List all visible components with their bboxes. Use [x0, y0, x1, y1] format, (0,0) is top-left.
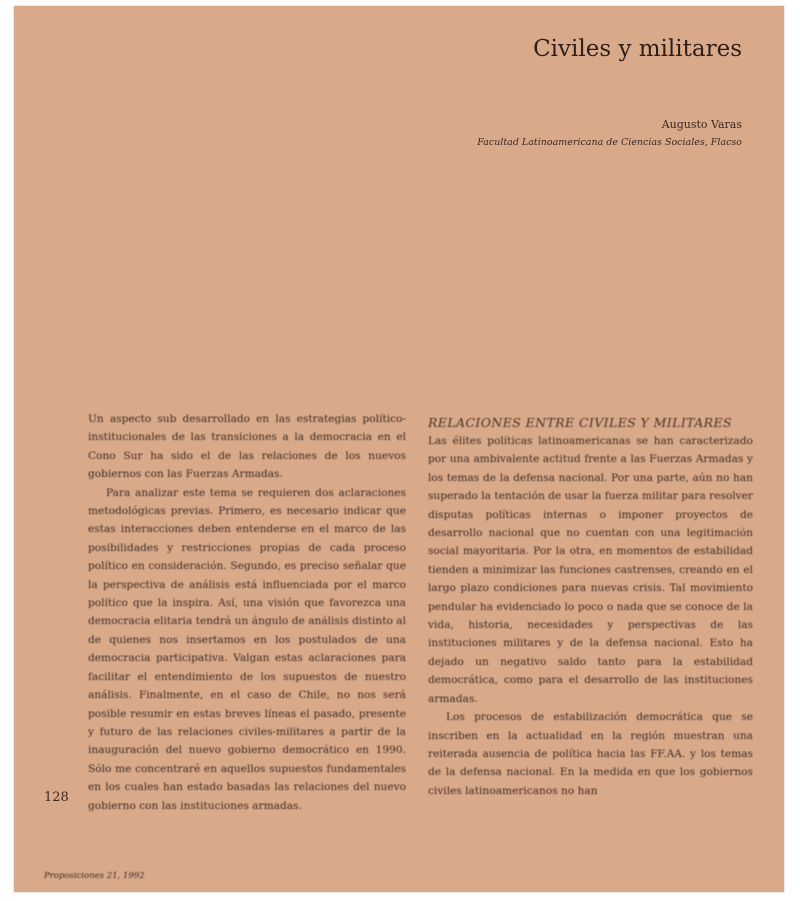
paragraph: Un aspecto sub desarrollado en las estrategias político-institucionales de las transiciones a la democracia en el Cono Sur ha sido el de las relaciones de los nuevos gobiernos con las Fuerzas Armadas.: [88, 413, 406, 481]
document-page: [14, 6, 784, 892]
paragraph: Las élites políticas latinoamericanas se han caracterizado por una ambivalente actitud frente a las Fuerzas Armadas y los temas de la defensa nacional. Por una parte, aún no han superado la tentación de usar la fuerza militar para resolver disputas políticas internas o imponer proyectos de desarrollo nacional que no cuentan con una legitimación social mayoritaria. Por la otra, en momentos de estabilidad tienden a minimizar las funciones castrenses, creando en el largo plazo condiciones para nuevas crisis. Tal movimiento pendular ha evidenciado lo poco o nada que se conoce de la vida, historia, necesidades y perspectivas de las instituciones militares y de la defensa nacional. Esto ha dejado un negativo saldo tanto para la estabilidad democrática, como para el desarrollo de las instituciones armadas.: [428, 435, 753, 705]
page-number: 128: [44, 790, 69, 805]
author-name: Augusto Varas: [661, 118, 742, 131]
left-column: [88, 410, 406, 815]
paragraph: Para analizar este tema se requieren dos aclaraciones metodológicas previas. Primero, es necesario indicar que estas interacciones deben entenderse en el marco de las posibilidades y restricciones propias de cada proceso político en consideración. Segundo, es preciso señalar que la perspectiva de análisis está influenciada por el marco político que la inspira. Así, una visión que favorezca una democracia elitaria tendrá un ángulo de análisis distinto al de quienes nos insertamos en los postulados de una democracia participativa. Valgan estas aclaraciones para facilitar el entendimiento de los supuestos de nuestro análisis. Finalmente, en el caso de Chile, no nos será posible resumir en estas breves líneas el pasado, presente y futuro de las relaciones civiles-militares a partir de la inauguración del nuevo gobierno democrático en 1990. Sólo me concentraré en aquellos supuestos fundamentales en los cuales han estado basadas las relaciones del nuevo gobierno con las instituciones armadas.: [88, 486, 406, 812]
right-column: [428, 413, 753, 800]
paragraph: Los procesos de estabilización democrática que se inscriben en la actualidad en la región muestran una reiterada ausencia de política hacia las FF.AA. y los temas de la defensa nacional. En la medida en que los gobiernos civiles latinoamericanos no han: [428, 711, 753, 797]
journal-footer: Proposiciones 21, 1992: [44, 871, 145, 881]
author-affiliation: Facultad Latinoamericana de Ciencias Sociales, Flacso: [477, 137, 742, 148]
section-heading: RELACIONES ENTRE CIVILES Y MILITARES: [428, 415, 732, 430]
article-title: Civiles y militares: [533, 36, 742, 62]
